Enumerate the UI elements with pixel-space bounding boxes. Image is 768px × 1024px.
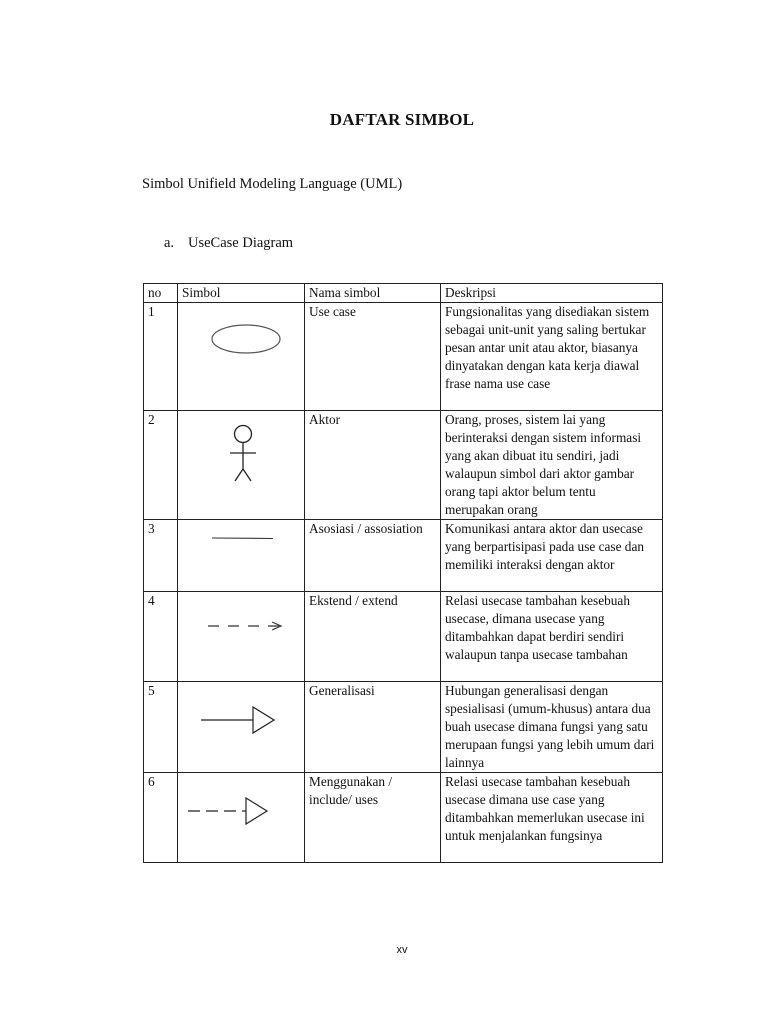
page-title: DAFTAR SIMBOL — [329, 110, 475, 129]
table-row — [144, 682, 663, 773]
table-row — [144, 520, 663, 592]
actor-stick-figure-icon — [182, 411, 308, 517]
table-row — [144, 773, 663, 863]
page-number: xv — [396, 944, 408, 956]
include-dashed-triangle-icon — [182, 773, 308, 861]
header-description: Deskripsi — [441, 284, 663, 303]
generalization-arrow-icon — [182, 682, 308, 770]
association-line-icon — [182, 520, 308, 590]
row-symbol — [178, 303, 305, 411]
header-symbol: Simbol — [178, 284, 305, 303]
row-description: Relasi usecase tambahan kesebuah usecase, dimana usecase yang ditambahkan dapat berdiri sendiri walaupun tanpa usecase tambahan — [441, 592, 663, 682]
row-symbol — [178, 773, 305, 863]
row-no: 4 — [144, 592, 178, 682]
table-row — [144, 411, 663, 520]
header-no: no — [144, 284, 178, 303]
row-description: Komunikasi antara aktor dan usecase yang berpartisipasi pada use case dan memiliki interaksi dengan aktor — [441, 520, 663, 592]
row-symbol — [178, 682, 305, 773]
extend-dashed-arrow-icon — [182, 592, 308, 680]
symbol-table — [143, 283, 663, 863]
subsection-heading — [164, 235, 293, 252]
row-no: 2 — [144, 411, 178, 520]
row-name: Ekstend / extend — [305, 592, 441, 682]
table-header-row — [144, 284, 663, 303]
row-description: Hubungan generalisasi dengan spesialisasi (umum-khusus) antara dua buah usecase dimana fungsi yang satu merupaan fungsi yang lebih umum dari lainnya — [441, 682, 663, 773]
header-name: Nama simbol — [305, 284, 441, 303]
use-case-ellipse-icon — [182, 303, 308, 409]
row-symbol — [178, 520, 305, 592]
row-no: 6 — [144, 773, 178, 863]
row-name: Aktor — [305, 411, 441, 520]
row-no: 3 — [144, 520, 178, 592]
section-heading: Simbol Unifield Modeling Language (UML) — [142, 176, 403, 192]
list-marker: a. — [164, 235, 175, 251]
row-symbol — [178, 592, 305, 682]
row-description: Orang, proses, sistem lai yang berinteraksi dengan sistem informasi yang akan dibuat itu sendiri, jadi walaupun simbol dari aktor gambar orang tapi aktor belum tentu merupakan orang — [441, 411, 663, 520]
subsection-label: UseCase Diagram — [188, 235, 294, 251]
row-name: Use case — [305, 303, 441, 411]
row-name: Asosiasi / assosiation — [305, 520, 441, 592]
table-row — [144, 592, 663, 682]
row-name: Generalisasi — [305, 682, 441, 773]
row-name: Menggunakan / include/ uses — [305, 773, 441, 863]
row-description: Relasi usecase tambahan kesebuah usecase dimana use case yang ditambahkan memerlukan usecase ini untuk menjalankan fungsinya — [441, 773, 663, 863]
row-description: Fungsionalitas yang disediakan sistem sebagai unit-unit yang saling bertukar pesan antar unit atau aktor, biasanya dinyatakan dengan kata kerja diawal frase nama use case — [441, 303, 663, 411]
row-symbol — [178, 411, 305, 520]
table-row — [144, 303, 663, 411]
row-no: 5 — [144, 682, 178, 773]
row-no: 1 — [144, 303, 178, 411]
